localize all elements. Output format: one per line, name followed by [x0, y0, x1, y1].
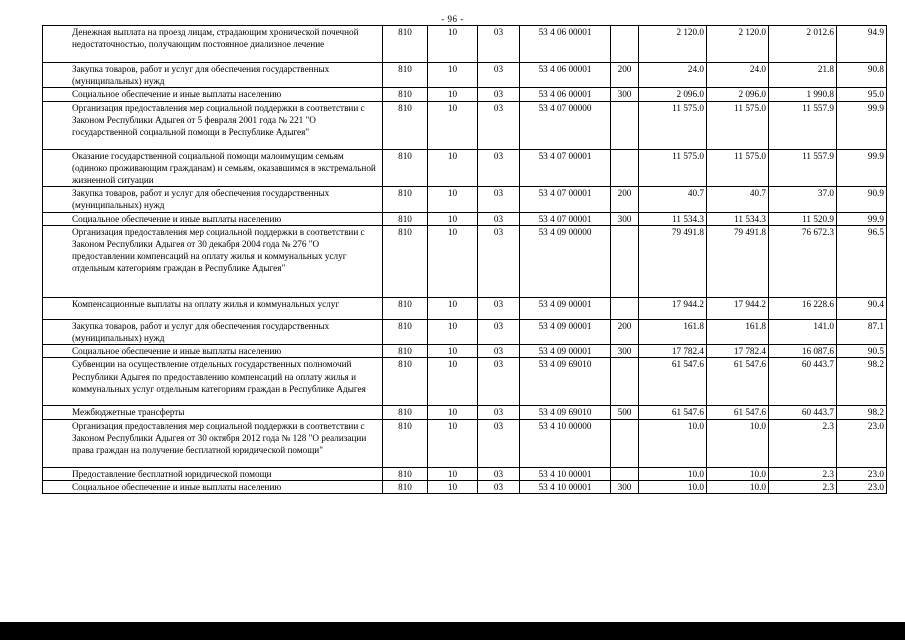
- table-row: [43, 297, 887, 319]
- row-section-code: 10: [428, 212, 478, 225]
- table-row: [43, 319, 887, 344]
- row-target-article: 53 4 06 00001: [520, 88, 611, 101]
- row-name: Денежная выплата на проезд лицам, страдающим хронической почечной недостаточностью, получающим постоянное диализное лечение: [43, 26, 383, 63]
- row-expense-type: [611, 358, 639, 406]
- table-row: [43, 345, 887, 358]
- row-adjusted-plan: 10.0: [707, 419, 769, 467]
- row-expense-type: [611, 101, 639, 149]
- row-subsection-code: 03: [478, 419, 520, 467]
- row-subsection-code: 03: [478, 225, 520, 297]
- row-adjusted-plan: 17 782.4: [707, 345, 769, 358]
- row-section-code: 10: [428, 149, 478, 187]
- row-subsection-code: 03: [478, 212, 520, 225]
- row-section-code: 10: [428, 88, 478, 101]
- row-execution-percent: 90.4: [837, 297, 887, 319]
- row-target-article: 53 4 06 00001: [520, 63, 611, 88]
- row-subsection-code: 03: [478, 406, 520, 419]
- row-target-article: 53 4 10 00001: [520, 467, 611, 480]
- row-expense-type: 500: [611, 406, 639, 419]
- row-executed: 141.0: [769, 319, 837, 344]
- table-row: [43, 63, 887, 88]
- row-name: Закупка товаров, работ и услуг для обеспечения государственных (муниципальных) нужд: [43, 187, 383, 212]
- row-executed: 11 557.9: [769, 101, 837, 149]
- row-adjusted-plan: 10.0: [707, 467, 769, 480]
- row-ved-code: 810: [383, 297, 428, 319]
- row-expense-type: 200: [611, 187, 639, 212]
- row-executed: 2.3: [769, 467, 837, 480]
- row-executed: 60 443.7: [769, 406, 837, 419]
- row-approved-plan: 11 575.0: [639, 149, 707, 187]
- row-execution-percent: 95.0: [837, 88, 887, 101]
- row-target-article: 53 4 09 69010: [520, 406, 611, 419]
- row-name: Оказание государственной социальной помощи малоимущим семьям (одиноко проживающим гражданам) и семьям, оказавшимся в экстремальной жизненной ситуации: [43, 149, 383, 187]
- row-executed: 1 990.8: [769, 88, 837, 101]
- row-ved-code: 810: [383, 406, 428, 419]
- row-execution-percent: 99.9: [837, 149, 887, 187]
- row-executed: 76 672.3: [769, 225, 837, 297]
- row-subsection-code: 03: [478, 88, 520, 101]
- table-row: [43, 101, 887, 149]
- row-adjusted-plan: 61 547.6: [707, 358, 769, 406]
- page-number: - 96 -: [441, 14, 464, 24]
- row-section-code: 10: [428, 26, 478, 63]
- row-subsection-code: 03: [478, 319, 520, 344]
- row-target-article: 53 4 07 00001: [520, 212, 611, 225]
- row-approved-plan: 11 534.3: [639, 212, 707, 225]
- row-approved-plan: 11 575.0: [639, 101, 707, 149]
- row-section-code: 10: [428, 406, 478, 419]
- row-adjusted-plan: 61 547.6: [707, 406, 769, 419]
- row-adjusted-plan: 79 491.8: [707, 225, 769, 297]
- row-ved-code: 810: [383, 345, 428, 358]
- row-executed: 2 012.6: [769, 26, 837, 63]
- row-name: Организация предоставления мер социальной поддержки в соответствии с Законом Республики Адыгея от 5 февраля 2001 года № 221 "О государственной социальной помощи в Республике Адыгея": [43, 101, 383, 149]
- row-subsection-code: 03: [478, 480, 520, 493]
- row-section-code: 10: [428, 419, 478, 467]
- row-ved-code: 810: [383, 149, 428, 187]
- row-execution-percent: 23.0: [837, 480, 887, 493]
- row-approved-plan: 17 782.4: [639, 345, 707, 358]
- budget-table: [42, 25, 887, 494]
- row-name: Социальное обеспечение и иные выплаты населению: [43, 88, 383, 101]
- row-adjusted-plan: 40.7: [707, 187, 769, 212]
- row-approved-plan: 10.0: [639, 419, 707, 467]
- row-section-code: 10: [428, 225, 478, 297]
- row-approved-plan: 17 944.2: [639, 297, 707, 319]
- row-subsection-code: 03: [478, 26, 520, 63]
- row-adjusted-plan: 24.0: [707, 63, 769, 88]
- row-name: Субвенции на осуществление отдельных государственных полномочий Республики Адыгея по предоставлению компенсаций на оплату жилья и коммунальных услуг отдельным категориям граждан в Республике Адыгея: [43, 358, 383, 406]
- row-section-code: 10: [428, 319, 478, 344]
- row-expense-type: [611, 26, 639, 63]
- row-name: Предоставление бесплатной юридической помощи: [43, 467, 383, 480]
- row-name: Социальное обеспечение и иные выплаты населению: [43, 212, 383, 225]
- row-subsection-code: 03: [478, 187, 520, 212]
- row-adjusted-plan: 11 534.3: [707, 212, 769, 225]
- row-execution-percent: 90.5: [837, 345, 887, 358]
- table-row: [43, 88, 887, 101]
- row-target-article: 53 4 10 00000: [520, 419, 611, 467]
- row-executed: 16 228.6: [769, 297, 837, 319]
- row-section-code: 10: [428, 187, 478, 212]
- row-adjusted-plan: 11 575.0: [707, 149, 769, 187]
- row-expense-type: 300: [611, 88, 639, 101]
- row-executed: 2.3: [769, 480, 837, 493]
- row-name: Межбюджетные трансферты: [43, 406, 383, 419]
- row-execution-percent: 94.9: [837, 26, 887, 63]
- row-expense-type: 300: [611, 212, 639, 225]
- row-ved-code: 810: [383, 419, 428, 467]
- table-row: [43, 212, 887, 225]
- row-ved-code: 810: [383, 480, 428, 493]
- row-section-code: 10: [428, 101, 478, 149]
- row-expense-type: 300: [611, 345, 639, 358]
- row-expense-type: [611, 419, 639, 467]
- row-target-article: 53 4 09 00000: [520, 225, 611, 297]
- row-ved-code: 810: [383, 212, 428, 225]
- row-expense-type: 300: [611, 480, 639, 493]
- row-approved-plan: 61 547.6: [639, 406, 707, 419]
- table-row: [43, 26, 887, 63]
- row-expense-type: 200: [611, 319, 639, 344]
- row-section-code: 10: [428, 480, 478, 493]
- row-approved-plan: 2 096.0: [639, 88, 707, 101]
- row-executed: 60 443.7: [769, 358, 837, 406]
- row-expense-type: [611, 467, 639, 480]
- row-ved-code: 810: [383, 101, 428, 149]
- row-approved-plan: 79 491.8: [639, 225, 707, 297]
- scan-bottom-edge: [0, 622, 905, 640]
- row-executed: 21.8: [769, 63, 837, 88]
- row-subsection-code: 03: [478, 297, 520, 319]
- row-execution-percent: 98.2: [837, 358, 887, 406]
- row-name: Компенсационные выплаты на оплату жилья и коммунальных услуг: [43, 297, 383, 319]
- row-target-article: 53 4 10 00001: [520, 480, 611, 493]
- row-target-article: 53 4 07 00001: [520, 187, 611, 212]
- row-executed: 11 520.9: [769, 212, 837, 225]
- row-subsection-code: 03: [478, 101, 520, 149]
- row-subsection-code: 03: [478, 345, 520, 358]
- row-target-article: 53 4 06 00001: [520, 26, 611, 63]
- row-expense-type: [611, 149, 639, 187]
- row-target-article: 53 4 07 00000: [520, 101, 611, 149]
- row-target-article: 53 4 09 69010: [520, 358, 611, 406]
- row-ved-code: 810: [383, 467, 428, 480]
- table-row: [43, 149, 887, 187]
- row-execution-percent: 23.0: [837, 467, 887, 480]
- row-expense-type: [611, 297, 639, 319]
- row-executed: 11 557.9: [769, 149, 837, 187]
- table-row: [43, 225, 887, 297]
- table-row: [43, 419, 887, 467]
- row-adjusted-plan: 161.8: [707, 319, 769, 344]
- row-approved-plan: 2 120.0: [639, 26, 707, 63]
- row-execution-percent: 23.0: [837, 419, 887, 467]
- row-ved-code: 810: [383, 88, 428, 101]
- row-subsection-code: 03: [478, 358, 520, 406]
- row-execution-percent: 98.2: [837, 406, 887, 419]
- row-approved-plan: 10.0: [639, 480, 707, 493]
- row-ved-code: 810: [383, 225, 428, 297]
- row-execution-percent: 90.9: [837, 187, 887, 212]
- row-section-code: 10: [428, 358, 478, 406]
- row-adjusted-plan: 2 120.0: [707, 26, 769, 63]
- row-name: Организация предоставления мер социальной поддержки в соответствии с Законом Республики Адыгея от 30 октября 2012 года № 128 "О реализации права граждан на получение бесплатной юридической помощи": [43, 419, 383, 467]
- row-execution-percent: 99.9: [837, 212, 887, 225]
- row-name: Закупка товаров, работ и услуг для обеспечения государственных (муниципальных) нужд: [43, 63, 383, 88]
- row-adjusted-plan: 10.0: [707, 480, 769, 493]
- row-execution-percent: 99.9: [837, 101, 887, 149]
- row-adjusted-plan: 11 575.0: [707, 101, 769, 149]
- row-executed: 2.3: [769, 419, 837, 467]
- row-ved-code: 810: [383, 63, 428, 88]
- row-section-code: 10: [428, 467, 478, 480]
- row-executed: 37.0: [769, 187, 837, 212]
- row-section-code: 10: [428, 63, 478, 88]
- table-row: [43, 187, 887, 212]
- row-target-article: 53 4 09 00001: [520, 345, 611, 358]
- row-subsection-code: 03: [478, 63, 520, 88]
- row-section-code: 10: [428, 297, 478, 319]
- row-target-article: 53 4 09 00001: [520, 319, 611, 344]
- row-adjusted-plan: 17 944.2: [707, 297, 769, 319]
- row-name: Закупка товаров, работ и услуг для обеспечения государственных (муниципальных) нужд: [43, 319, 383, 344]
- row-target-article: 53 4 07 00001: [520, 149, 611, 187]
- table-row: [43, 480, 887, 493]
- row-execution-percent: 90.8: [837, 63, 887, 88]
- row-ved-code: 810: [383, 358, 428, 406]
- row-section-code: 10: [428, 345, 478, 358]
- row-name: Социальное обеспечение и иные выплаты населению: [43, 345, 383, 358]
- table-row: [43, 358, 887, 406]
- row-name: Организация предоставления мер социальной поддержки в соответствии с Законом Республики Адыгея от 30 декабря 2004 года № 276 "О предоставлении компенсаций на оплату жилья и коммунальных услуг отдельным категориям граждан в Республике Адыгея": [43, 225, 383, 297]
- table-row: [43, 406, 887, 419]
- row-approved-plan: 161.8: [639, 319, 707, 344]
- row-ved-code: 810: [383, 319, 428, 344]
- row-ved-code: 810: [383, 187, 428, 212]
- row-approved-plan: 10.0: [639, 467, 707, 480]
- row-expense-type: 200: [611, 63, 639, 88]
- row-approved-plan: 61 547.6: [639, 358, 707, 406]
- row-expense-type: [611, 225, 639, 297]
- row-adjusted-plan: 2 096.0: [707, 88, 769, 101]
- row-ved-code: 810: [383, 26, 428, 63]
- row-subsection-code: 03: [478, 149, 520, 187]
- row-subsection-code: 03: [478, 467, 520, 480]
- table-row: [43, 467, 887, 480]
- row-name: Социальное обеспечение и иные выплаты населению: [43, 480, 383, 493]
- row-execution-percent: 96.5: [837, 225, 887, 297]
- row-executed: 16 087.6: [769, 345, 837, 358]
- row-execution-percent: 87.1: [837, 319, 887, 344]
- row-approved-plan: 24.0: [639, 63, 707, 88]
- row-target-article: 53 4 09 00001: [520, 297, 611, 319]
- row-approved-plan: 40.7: [639, 187, 707, 212]
